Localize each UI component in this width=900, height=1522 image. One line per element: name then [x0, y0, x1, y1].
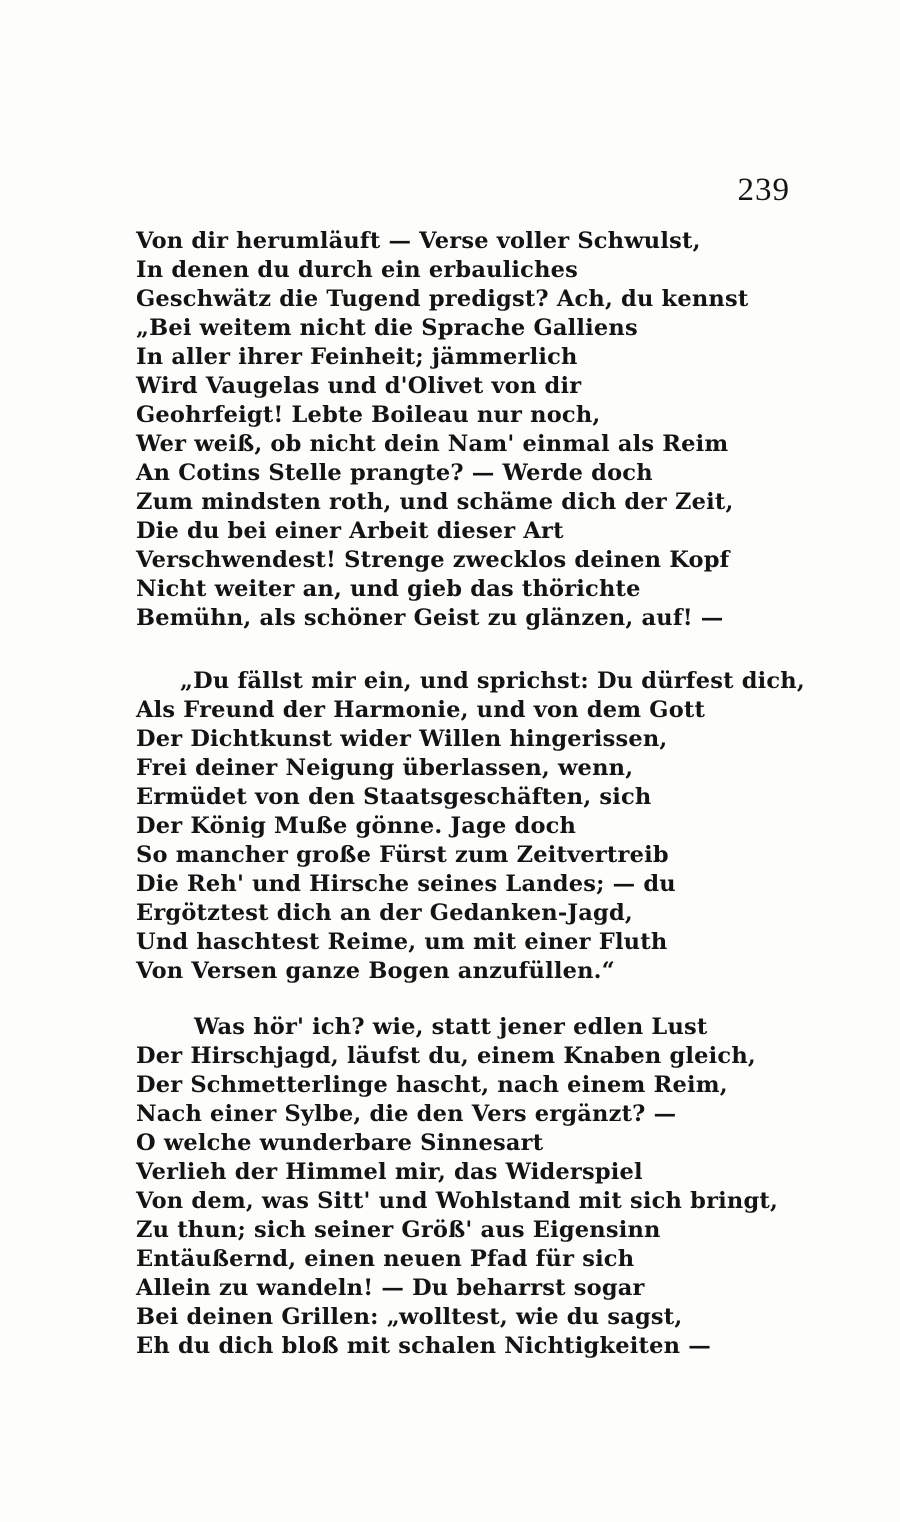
- verse-line: An Cotins Stelle prangte? — Werde doch: [136, 460, 653, 486]
- verse-line: Zum mindsten roth, und schäme dich der Zeit,: [136, 489, 734, 515]
- verse-line: Entäußernd, einen neuen Pfad für sich: [136, 1246, 635, 1272]
- verse-line: Geohrfeigt! Lebte Boileau nur noch,: [136, 402, 601, 428]
- verse-line: Von dem, was Sitt' und Wohlstand mit sich bringt,: [136, 1188, 778, 1214]
- verse-line: In denen du durch ein erbauliches: [136, 257, 579, 283]
- verse-line: Von Versen ganze Bogen anzufüllen.“: [136, 958, 615, 984]
- verse-line: Der Hirschjagd, läufst du, einem Knaben gleich,: [136, 1043, 756, 1069]
- verse-line: Geschwätz die Tugend predigst? Ach, du kennst: [136, 286, 749, 312]
- verse-line: Der Schmetterlinge hascht, nach einem Reim,: [136, 1072, 728, 1098]
- verse-line: Die Reh' und Hirsche seines Landes; — du: [136, 871, 676, 897]
- verse-line: Zu thun; sich seiner Größ' aus Eigensinn: [136, 1217, 661, 1243]
- stanza-3: [136, 1013, 778, 1361]
- verse-line: In aller ihrer Feinheit; jämmerlich: [136, 344, 578, 370]
- verse-line: Der König Muße gönne. Jage doch: [136, 813, 577, 839]
- verse-line: Verschwendest! Strenge zwecklos deinen Kopf: [136, 547, 730, 573]
- verse-line: Wer weiß, ob nicht dein Nam' einmal als Reim: [136, 431, 729, 457]
- verse-line: Von dir herumläuft — Verse voller Schwulst,: [136, 228, 701, 254]
- verse-line: Nach einer Sylbe, die den Vers ergänzt? —: [136, 1101, 677, 1127]
- verse-line: Frei deiner Neigung überlassen, wenn,: [136, 755, 634, 781]
- verse-line: So mancher große Fürst zum Zeitvertreib: [136, 842, 669, 868]
- verse-line: Eh du dich bloß mit schalen Nichtigkeiten —: [136, 1333, 711, 1359]
- stanza-2: [136, 667, 805, 986]
- page-number: 239: [737, 172, 790, 208]
- verse-line: „Du fällst mir ein, und sprichst: Du dürfest dich,: [180, 668, 805, 694]
- verse-line: Die du bei einer Arbeit dieser Art: [136, 518, 564, 544]
- verse-line: Der Dichtkunst wider Willen hingerissen,: [136, 726, 668, 752]
- verse-line: Allein zu wandeln! — Du beharrst sogar: [136, 1275, 645, 1301]
- verse-line: Als Freund der Harmonie, und von dem Gott: [136, 697, 706, 723]
- verse-line: Verlieh der Himmel mir, das Widerspiel: [136, 1159, 643, 1185]
- verse-line: O welche wunderbare Sinnesart: [136, 1130, 544, 1156]
- verse-line: „Bei weitem nicht die Sprache Galliens: [136, 315, 638, 341]
- verse-line: Wird Vaugelas und d'Olivet von dir: [136, 373, 582, 399]
- verse-line: Bei deinen Grillen: „wolltest, wie du sagst,: [136, 1304, 683, 1330]
- verse-line: Und haschtest Reime, um mit einer Fluth: [136, 929, 668, 955]
- verse-line: Ermüdet von den Staatsgeschäften, sich: [136, 784, 652, 810]
- verse-line: Nicht weiter an, und gieb das thörichte: [136, 576, 641, 602]
- verse-line: Ergötztest dich an der Gedanken-Jagd,: [136, 900, 633, 926]
- stanza-1: [136, 227, 749, 633]
- verse-line: Bemühn, als schöner Geist zu glänzen, auf! —: [136, 605, 724, 631]
- verse-line: Was hör' ich? wie, statt jener edlen Lust: [194, 1014, 708, 1040]
